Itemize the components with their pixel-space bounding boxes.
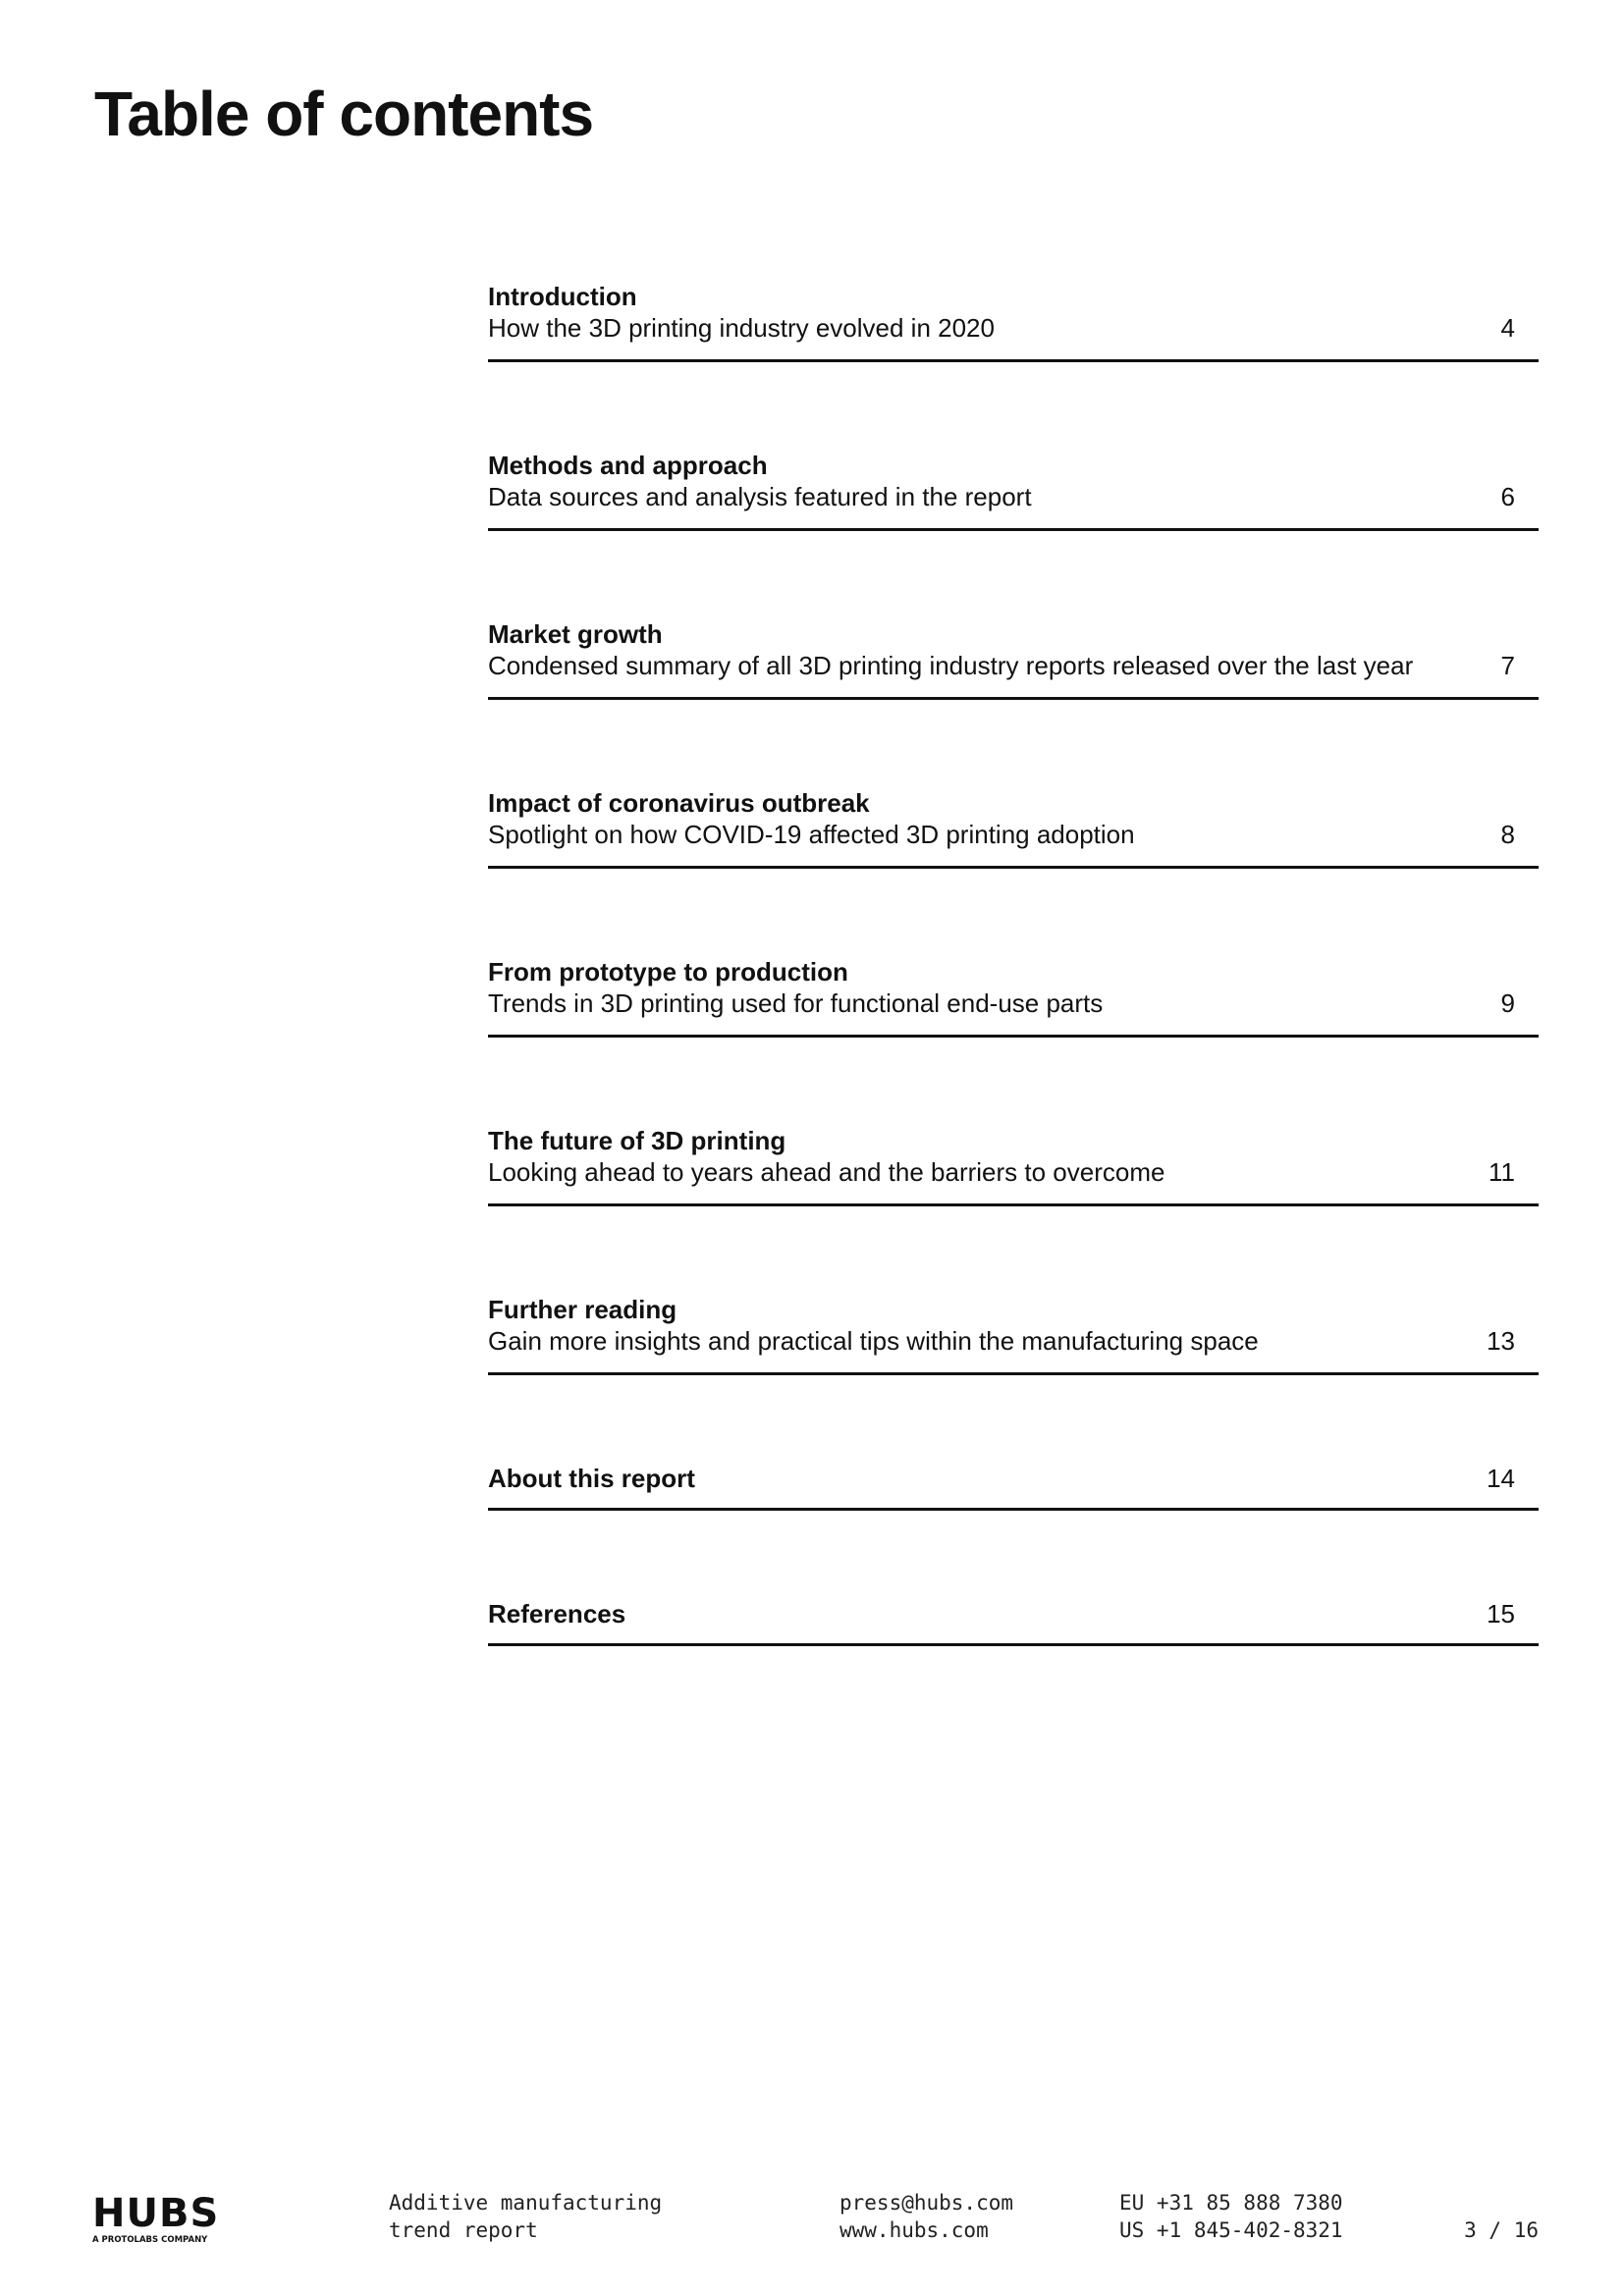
toc-entry-references[interactable] xyxy=(488,1592,1539,1646)
report-name-line-1: Additive manufacturing xyxy=(389,2191,663,2215)
toc-heading: From prototype to production xyxy=(488,957,848,987)
toc-entry-market-growth[interactable] xyxy=(488,613,1539,700)
website-link[interactable]: www.hubs.com xyxy=(839,2218,989,2242)
logo-tagline: A PROTOLABS COMPANY xyxy=(92,2235,208,2245)
toc-page-number: 9 xyxy=(1500,988,1515,1018)
toc-subtitle: Condensed summary of all 3D printing industry reports released over the last year xyxy=(488,651,1414,680)
page-title: Table of contents xyxy=(94,79,594,149)
toc-heading: References xyxy=(488,1599,626,1629)
toc-heading: Market growth xyxy=(488,619,663,649)
press-email[interactable]: press@hubs.com xyxy=(839,2191,1014,2215)
toc-heading: Further reading xyxy=(488,1295,677,1324)
toc-page-number: 14 xyxy=(1487,1464,1515,1493)
toc-entry-future[interactable] xyxy=(488,1119,1539,1206)
toc-heading: Impact of coronavirus outbreak xyxy=(488,788,870,818)
toc-page-number: 4 xyxy=(1500,313,1515,343)
toc-heading: Introduction xyxy=(488,282,637,311)
toc-subtitle: Gain more insights and practical tips within the manufacturing space xyxy=(488,1326,1259,1356)
phone-eu: EU +31 85 888 7380 xyxy=(1119,2191,1343,2215)
toc-heading: The future of 3D printing xyxy=(488,1126,786,1155)
toc-subtitle: Looking ahead to years ahead and the barriers to overcome xyxy=(488,1157,1165,1187)
toc-heading: About this report xyxy=(488,1464,695,1493)
toc-subtitle: Trends in 3D printing used for functional end-use parts xyxy=(488,988,1104,1018)
toc-entry-introduction[interactable] xyxy=(488,275,1539,362)
toc-page-number: 15 xyxy=(1487,1599,1515,1629)
toc-entry-about[interactable] xyxy=(488,1457,1539,1511)
toc-entry-coronavirus[interactable] xyxy=(488,781,1539,869)
toc-subtitle: Spotlight on how COVID-19 affected 3D printing adoption xyxy=(488,820,1135,849)
toc-page-number: 8 xyxy=(1500,820,1515,849)
toc-page-number: 7 xyxy=(1500,651,1515,680)
phone-us: US +1 845-402-8321 xyxy=(1119,2218,1343,2242)
page-footer xyxy=(0,2189,1624,2258)
page-indicator: 3 / 16 xyxy=(1464,2218,1539,2242)
toc-subtitle: How the 3D printing industry evolved in 2020 xyxy=(488,313,995,343)
hubs-logo xyxy=(92,2191,240,2245)
report-name-line-2: trend report xyxy=(389,2218,538,2242)
toc-page-number: 11 xyxy=(1489,1157,1515,1187)
toc-page-number: 13 xyxy=(1487,1326,1515,1356)
toc-heading: Methods and approach xyxy=(488,451,768,480)
toc-entry-further-reading[interactable] xyxy=(488,1288,1539,1375)
toc-entry-prototype-to-production[interactable] xyxy=(488,950,1539,1038)
logo-wordmark: HUBS xyxy=(92,2191,220,2236)
toc-entry-methods[interactable] xyxy=(488,444,1539,531)
toc-subtitle: Data sources and analysis featured in the report xyxy=(488,482,1032,511)
toc-page-number: 6 xyxy=(1500,482,1515,511)
